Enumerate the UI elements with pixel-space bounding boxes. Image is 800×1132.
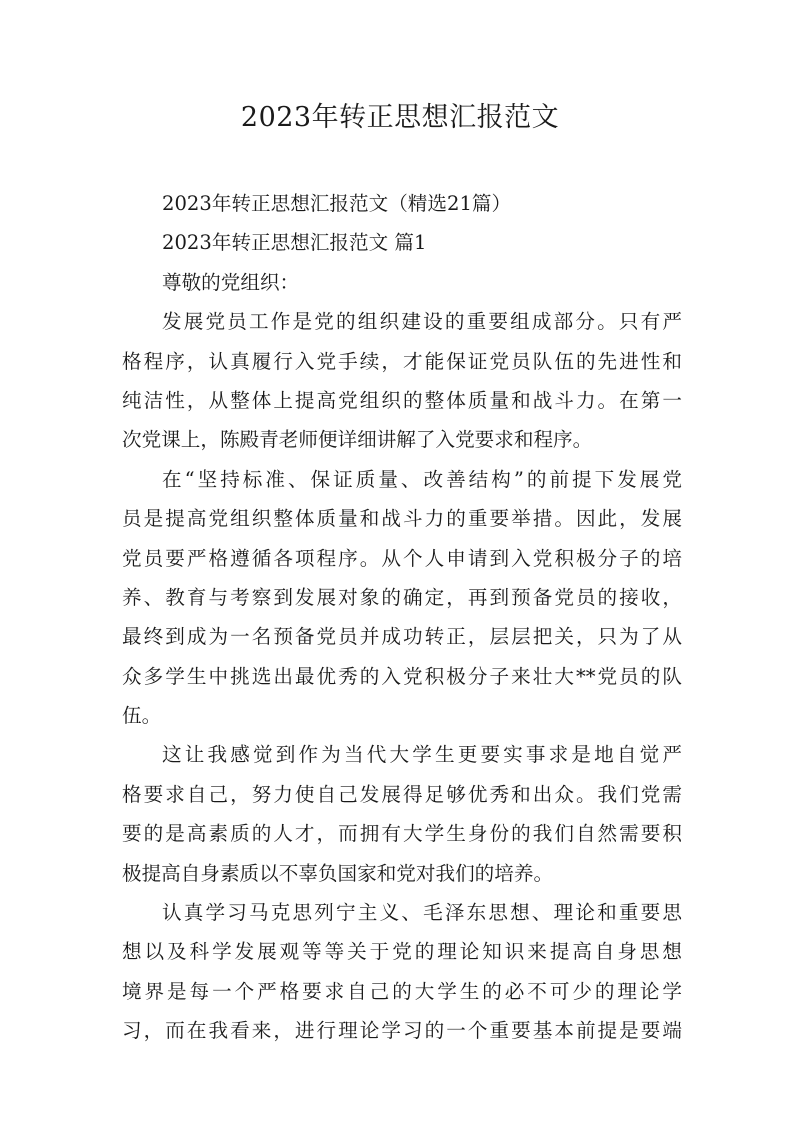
text-line: 尊敬的党组织： [162,270,300,294]
text-line: 想以及科学发展观等等关于党的理论知识来提高自身思想 [122,940,682,964]
document-title: 2023年转正思想汇报范文 [240,102,560,133]
text-line: 极提高自身素质以不辜负国家和党对我们的培养。 [122,861,554,885]
document-body [122,184,682,1051]
text-line: 养、教育与考察到发展对象的确定，再到预备党员的接收， [122,585,682,609]
text-line: 境界是每一个严格要求自己的大学生的必不可少的理论学 [122,979,682,1003]
text-line: 认真学习马克思列宁主义、毛泽东思想、理论和重要思 [162,901,682,925]
text-line: 员是提高党组织整体质量和战斗力的重要举措。因此，发展 [122,507,682,531]
text-line: 最终到成为一名预备党员并成功转正，层层把关，只为了从 [122,625,682,649]
text-line: 众多学生中挑选出最优秀的入党积极分子来壮大**党员的队 [122,664,682,688]
text-line: 次党课上，陈殿青老师便详细讲解了入党要求和程序。 [122,428,593,452]
text-line: 伍。 [122,704,162,728]
text-line: 纯洁性，从整体上提高党组织的整体质量和战斗力。在第一 [122,388,682,412]
text-line: 格要求自己，努力使自己发展得足够优秀和出众。我们党需 [122,782,682,806]
text-line: 党员要严格遵循各项程序。从个人申请到入党积极分子的培 [122,546,682,570]
text-line: 2023年转正思想汇报范文（精选21篇） [162,192,512,215]
text-line: 习，而在我看来，进行理论学习的一个重要基本前提是要端 [122,1019,682,1043]
text-line: 这让我感觉到作为当代大学生更要实事求是地自觉严 [162,743,682,767]
text-line: 在“坚持标准、保证质量、改善结构”的前提下发展党 [162,467,682,491]
text-line: 发展党员工作是党的组织建设的重要组成部分。只有严 [162,310,682,334]
text-line: 要的是高素质的人才，而拥有大学生身份的我们自然需要积 [122,822,682,846]
text-line: 格程序，认真履行入党手续，才能保证党员队伍的先进性和 [122,349,682,373]
text-line: 2023年转正思想汇报范文 篇1 [162,231,427,255]
